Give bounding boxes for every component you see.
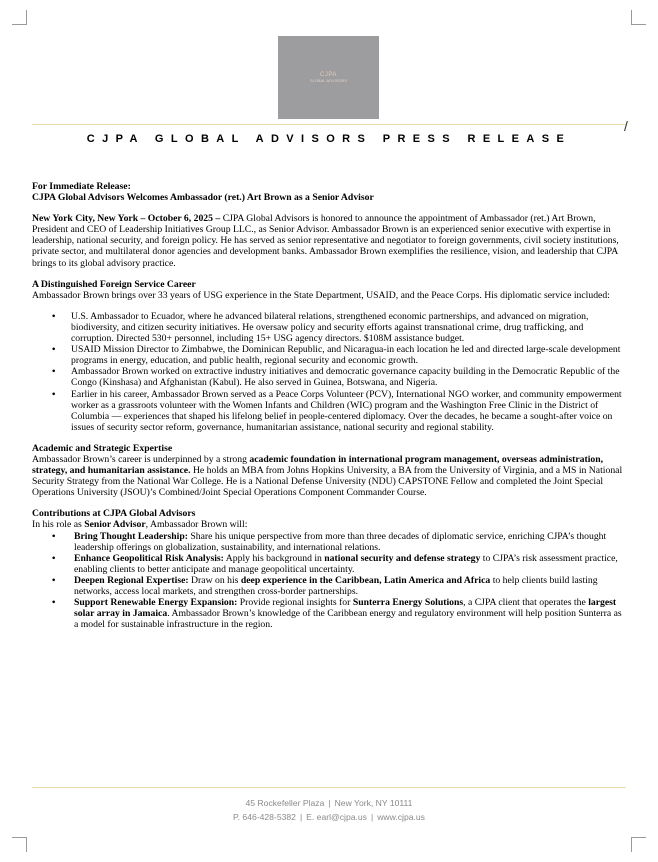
list-item bbox=[32, 531, 628, 553]
release-label: For Immediate Release: bbox=[32, 181, 131, 192]
item-label: Bring Thought Leadership: bbox=[74, 530, 188, 542]
contributions-heading: Contributions at CJPA Global Advisors bbox=[32, 508, 196, 520]
lead-emphasis: Senior Advisor bbox=[84, 519, 146, 531]
dateline: New York City, New York – October 6, 2025 – bbox=[32, 213, 221, 225]
item-text: to CJPA’s risk assessment practice, enabling clients to better anticipate and manage geopolitical uncertainty. bbox=[74, 552, 618, 575]
list-item: • U.S. Ambassador to Ecuador, where he advanced bilateral relations, strengthened economic partnerships, and advanced on migration, biodiversity, and citizen security initiatives. He oversaw policy and security efforts against transnational crime, drug trafficking, and corruption. Directed 530+ personnel, including 15+ USG agency directors. $108M assistance budget. bbox=[32, 311, 628, 344]
footer-divider bbox=[32, 787, 626, 788]
item-emphasis: national security and defense strategy bbox=[324, 552, 481, 564]
crop-mark-bottom-left bbox=[12, 837, 27, 852]
career-lead: Ambassador Brown brings over 33 years of USG experience in the State Department, USAID, and the Peace Corps. His diplomatic service included: bbox=[32, 289, 610, 301]
intro-paragraph bbox=[32, 213, 628, 268]
header-divider bbox=[32, 124, 626, 125]
list-item: • Earlier in his career, Ambassador Brown served as a Peace Corps Volunteer (PCV), International NGO worker, and community empowerment worker as a grassroots volunteer with the Women Infants and Children (WIC) program and the Washington Free Clinic in the District of Columbia — experiences that shaped his lifelong belief in people-centered diplomacy. Over the decades, he became a sought-after voice on issues of security sector reform, governance, humanitarian assistance, national security and regional stability. bbox=[32, 389, 628, 433]
footer-city: New York, NY 10111 bbox=[334, 798, 413, 808]
footer bbox=[0, 797, 658, 824]
crop-mark-top-right bbox=[631, 10, 646, 25]
academic-emphasis: academic foundation in international program management, overseas administration, strategy, and humanitarian assistance. bbox=[32, 453, 604, 477]
crop-mark-bottom-right bbox=[631, 837, 646, 852]
footer-email[interactable]: E. earl@cjpa.us bbox=[306, 811, 367, 822]
item-text: , a CJPA client that operates the bbox=[463, 597, 589, 609]
slash-mark: / bbox=[624, 118, 628, 134]
contributions-lead bbox=[32, 519, 628, 530]
academic-text-2: He holds an MBA from Johns Hopkins University, a BA from the University of Virginia, and a MS in National Security Strategy from the National War College. He is a National Defense University (NDU) CAPSTONE Fellow and completed the Joint Special Operations University (JSOU)’s Combined/Joint Special Operations Component Commander Course. bbox=[32, 465, 623, 499]
list-item bbox=[32, 597, 628, 630]
item-label: Support Renewable Energy Expansion: bbox=[74, 597, 238, 609]
logo-tagline: GLOBAL ADVISORS bbox=[309, 78, 348, 83]
company-logo bbox=[278, 36, 379, 119]
academic-paragraph bbox=[32, 454, 628, 498]
academic-heading: Academic and Strategic Expertise bbox=[32, 442, 173, 454]
item-text: Draw on his bbox=[188, 574, 241, 586]
item-text: to help clients build lasting networks, access local markets, and strengthen cross-border partnerships. bbox=[74, 574, 598, 597]
footer-website[interactable]: www.cjpa.us bbox=[377, 811, 425, 822]
item-label: Deepen Regional Expertise: bbox=[74, 574, 189, 586]
item-text: Apply his background in bbox=[223, 552, 325, 564]
list-item bbox=[32, 575, 628, 597]
footer-address-line: 45 Rockefeller Plaza | New York, NY 10111 bbox=[245, 798, 413, 808]
item-text: Share his unique perspective from more than three decades of diplomatic service, enriching CJPA’s thought leadership offerings on globalization, sustainability, and international relations. bbox=[74, 530, 607, 553]
list-item bbox=[32, 553, 628, 575]
item-emphasis: Sunterra Energy Solutions bbox=[352, 597, 464, 609]
career-list bbox=[32, 311, 628, 433]
academic-text: Ambassador Brown’s career is underpinned by a strong bbox=[32, 453, 250, 465]
item-emphasis: largest solar array in Jamaica bbox=[74, 597, 617, 620]
intro-body: CJPA Global Advisors is honored to announce the appointment of Ambassador (ret.) Art Brown, President and CEO of Leadership Initiatives Group LLC., as Senior Advisor. Ambassador Brown is an experienced senior executive with expertise in leadership, national security, and foreign policy. He has served as senior representative and negotiator to foreign governments, civil society institutions, private sector, and multilateral donor agencies and development banks. Ambassador Brown exemplifies the resilience, vision, and leadership that CJPA brings to its global advisory practice. bbox=[32, 213, 619, 269]
lead-end: , Ambassador Brown will: bbox=[145, 519, 248, 531]
career-heading: A Distinguished Foreign Service Career bbox=[32, 278, 196, 290]
logo-mark: CJPA bbox=[320, 71, 337, 78]
footer-contact-line: P. 646-428-5382 | E. earl@cjpa.us | www.cjpa.us bbox=[233, 811, 425, 822]
press-release-headline: CJPA GLOBAL ADVISORS PRESS RELEASE bbox=[86, 133, 572, 145]
item-emphasis: deep experience in the Caribbean, Latin America and Africa bbox=[240, 574, 491, 586]
list-item: • Ambassador Brown worked on extractive industry initiatives and democratic governance capacity building in the Democratic Republic of the Congo (Kinshasa) and Afghanistan (Kabul). He also served in Guinea, Botswana, and Nigeria. bbox=[32, 366, 628, 388]
footer-address: 45 Rockefeller Plaza bbox=[245, 798, 325, 808]
lead-text: In his role as bbox=[32, 519, 85, 531]
crop-mark-top-left bbox=[12, 10, 27, 25]
item-label: Enhance Geopolitical Risk Analysis: bbox=[74, 552, 224, 564]
press-release-body bbox=[32, 181, 628, 630]
contributions-list bbox=[32, 531, 628, 631]
footer-phone: P. 646-428-5382 bbox=[233, 811, 296, 822]
item-text: . Ambassador Brown’s knowledge of the Caribbean energy and regulatory environment will help position Sunterra as a model for sustainable infrastructure in the region. bbox=[74, 608, 622, 631]
release-title: CJPA Global Advisors Welcomes Ambassador (ret.) Art Brown as a Senior Advisor bbox=[32, 192, 374, 204]
list-item: • USAID Mission Director to Zimbabwe, the Dominican Republic, and Nicaragua-in each location he led and directed large-scale development programs in energy, education, and public health, regional security and economic growth. bbox=[32, 344, 628, 366]
item-text: Provide regional insights for bbox=[237, 597, 353, 609]
